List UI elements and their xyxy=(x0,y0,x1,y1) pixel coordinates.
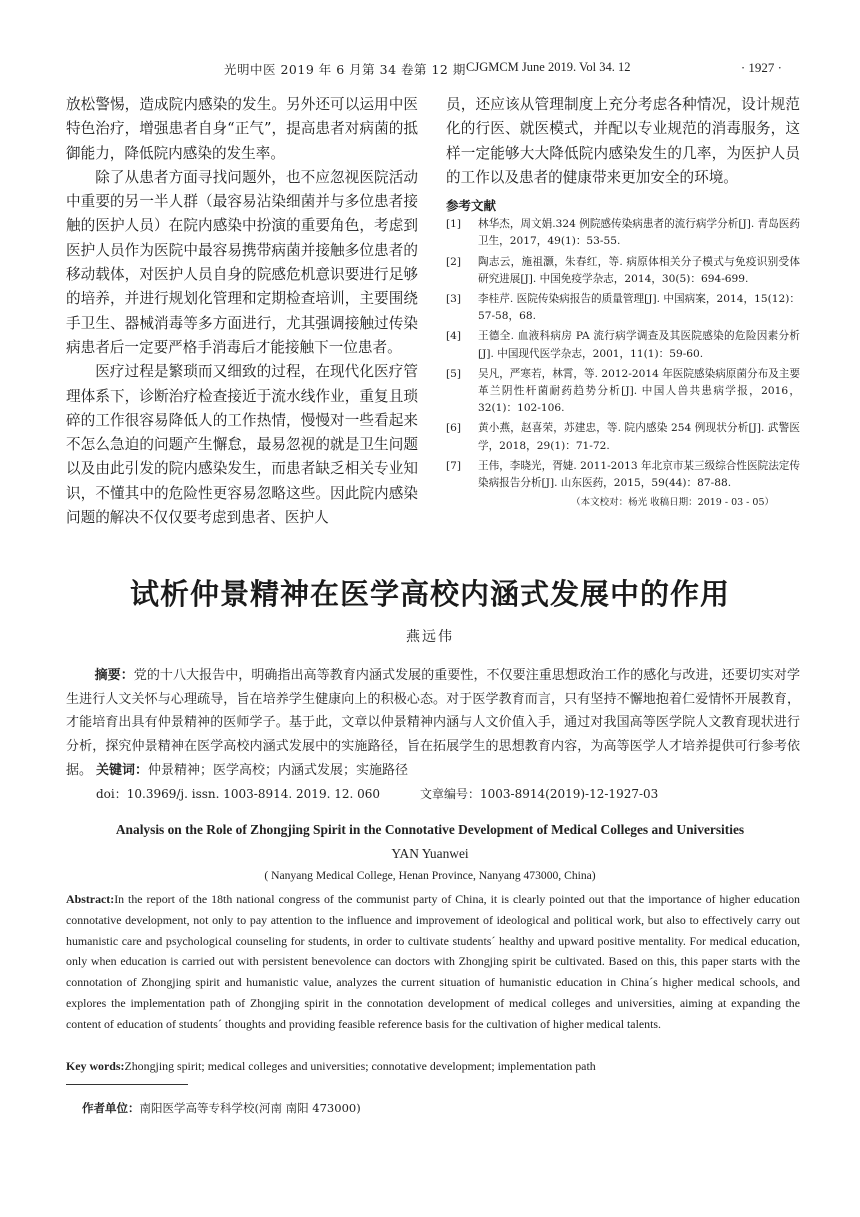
reference-number: [3] xyxy=(446,293,462,305)
reference-number: [1] xyxy=(446,218,462,231)
journal-issue-en: CJGMCM June 2019. Vol 34. 12 xyxy=(466,60,631,74)
running-header xyxy=(0,60,860,80)
keywords-en-text: Zhongjing spirit; medical colleges and universities; connotative development; implementation path xyxy=(124,1059,596,1073)
reference-text: 吴凡，严寒若，林霄，等. 2012-2014 年医院感染病原菌分布及主要革兰阴性杆菌耐药趋势分析[J]. 中国人兽共患病学报，2016，32(1)：102-106. xyxy=(478,367,800,415)
journal-issue-cn: 光明中医 2019 年 6 月第 34 卷第 12 期 xyxy=(224,62,466,77)
abstract-en-text: In the report of the 18th national congress of the communist party of China, it is clearly pointed out that the importance of higher education connotative development, not only to pay attention to the influence and improvement of ideological and political work, but also to effectively carry out humanistic care and psychological counseling for students, in order to cultivate students´ healthy and upward positive mentality. For medical education, only when education is carried out with persistent benevolence can doctors with Zhongjing spirit be cultivated. Based on this, this paper starts with the connotation of Zhongjing spirit and humanistic value, analyzes the current situation of humanistic education in China´s higher medical schools, and explores the implementation path of Zhongjing spirit in the connotation development of medical colleges and universities, aiming at expanding the content of education of students´ thoughts and providing feasible reference basis for the cultivation of higher medical talents. xyxy=(66,892,800,1031)
keywords-cn xyxy=(96,760,408,782)
article-title-cn: 试析仲景精神在医学高校内涵式发展中的作用 xyxy=(129,577,730,611)
body-paragraph: 医疗过程是繁琐而又细致的过程，在现代化医疗管理体系下，诊断治疗检查接近于流水线作业，重复且琐碎的工作很容易降低人的工作热情，慢慢对一些看起来不怎么急迫的问题产生懈怠，最易忽视的就是卫生问题以及由此引发的院内感染发生，而患者缺乏相关专业知识，不懂其中的危险性更容易忽略这些。因此院内感染问题的解决不仅仅要考虑到患者、医护人 xyxy=(66,363,418,527)
reference-number: [4] xyxy=(446,330,462,343)
abstract-cn-label: 摘要： xyxy=(94,668,134,683)
reference-text: 王德全. 血液科病房 PA 流行病学调查及其医院感染的危险因素分析[J]. 中国现代医学杂志，2001，11(1)：59-60. xyxy=(478,330,800,360)
doi: doi：10.3969/j. issn. 1003-8914. 2019. 12. 060 xyxy=(96,787,381,801)
reference-list xyxy=(446,216,800,492)
abstract-cn-text: 党的十八大报告中，明确指出高等教育内涵式发展的重要性，不仅要注重思想政治工作的感化与改进，还要切实对学生进行人文关怀与心理疏导，旨在培养学生健康向上的积极心态。对于医学教育而言，只有坚持不懈地抱着仁爱情怀开展教育，才能培育出具有仲景精神的医师学子。基于此，文章以仲景精神内涵与人文价值入手，通过对我国高等医学院人文教育现状进行分析，探究仲景精神在医学高校内涵式发展中的实施路径，旨在拓展学生的思想教育内容，为高等医学人才培养提供可行参考依据。 xyxy=(66,668,800,778)
reference-item xyxy=(446,328,800,362)
reference-text: 黄小燕，赵喜荣，苏建忠，等. 院内感染 254 例现状分析[J]. 武警医学，2018，29(1)：71-72. xyxy=(478,422,800,452)
author-name-cn: 燕远伟 xyxy=(406,629,454,645)
keywords-cn-label: 关键词： xyxy=(96,763,149,778)
body-paragraph: 放松警惕，造成院内感染的发生。另外还可以运用中医特色治疗，增强患者自身“正气”，提高患者对病菌的抵御能力，降低院内感染的发生率。 xyxy=(66,96,418,162)
reference-item xyxy=(446,291,800,325)
page-number: · 1927 · xyxy=(740,60,782,75)
article-number: 文章编号：1003-8914(2019)-12-1927-03 xyxy=(420,787,659,801)
reference-text: 王伟，李晓光，胥婕. 2011-2013 年北京市某三级综合性医院法定传染病报告分析[J]. 山东医药，2015，59(44)：87-88. xyxy=(478,459,800,490)
proofreading-note: （本文校对：杨光 收稿日期：2019 - 03 - 05） xyxy=(571,497,774,509)
keywords-en-label: Key words: xyxy=(66,1059,125,1073)
abstract-en-label: Abstract: xyxy=(66,892,115,906)
reference-number: [7] xyxy=(446,459,462,472)
abstract-en xyxy=(66,889,800,1035)
references-heading: 参考文献 xyxy=(446,198,497,214)
left-column xyxy=(66,93,418,530)
affiliation-en: ( Nanyang Medical College, Henan Province, Nanyang 473000, China) xyxy=(264,869,596,882)
reference-text: 林华杰，周文娟.324 例院感传染病患者的流行病学分析[J]. 青岛医药卫生，2017，49(1)：53-55. xyxy=(478,218,800,248)
keywords-en xyxy=(66,1056,800,1076)
reference-number: [2] xyxy=(446,255,462,268)
keywords-cn-text: 仲景精神；医学高校；内涵式发展；实施路径 xyxy=(148,763,409,778)
reference-number: [5] xyxy=(446,367,462,380)
reference-item xyxy=(446,420,800,454)
article-title-en: Analysis on the Role of Zhongjing Spirit in the Connotative Development of Medical Colleges and Universities xyxy=(115,822,745,837)
body-paragraph: 员，还应该从管理制度上充分考虑各种情况，设计规范化的行医、就医模式，并配以专业规范的消毒服务，这样一定能够大大降低院内感染发生的几率，为医护人员的工作以及患者的健康带来更加安全的环境。 xyxy=(446,96,800,186)
author-name-en: YAN Yuanwei xyxy=(391,846,469,861)
footnote-divider xyxy=(66,1084,188,1085)
reference-item xyxy=(446,458,800,492)
reference-text: 陶志云，施祖灏，朱春红，等. 病原体相关分子模式与免疫识别受体研究进展[J]. 中国免疫学杂志，2014，30(5)：694-699. xyxy=(478,255,800,285)
body-paragraph: 除了从患者方面寻找问题外，也不应忽视医院活动中重要的另一半人群（最容易沾染细菌并与多位患者接触的医护人员）在院内感染中扮演的重要角色，考虑到医护人员作为医院中最容易携带病菌并接触多位患者的移动载体，对医护人员自身的院感危机意识要进行足够的培养，并进行规划化管理和定期检查培训，主要围绕手卫生、器械消毒等多方面进行，尤其强调接触过传染病患者后一定要严格手消毒后才能接触下一位患者。 xyxy=(66,168,418,356)
reference-item xyxy=(446,254,800,288)
right-column xyxy=(446,93,800,511)
reference-text: 李桂芹. 医院传染病报告的质量管理[J]. 中国病案，2014，15(12)：57-58，68. xyxy=(478,293,800,323)
footnote-label: 作者单位： xyxy=(82,1101,140,1115)
footnote-text: 南阳医学高等专科学校(河南 南阳 473000) xyxy=(139,1101,361,1115)
reference-item xyxy=(446,366,800,418)
reference-item xyxy=(446,216,800,250)
author-affiliation-footnote xyxy=(82,1098,361,1118)
reference-number: [6] xyxy=(446,422,462,435)
doi-line xyxy=(96,783,658,805)
